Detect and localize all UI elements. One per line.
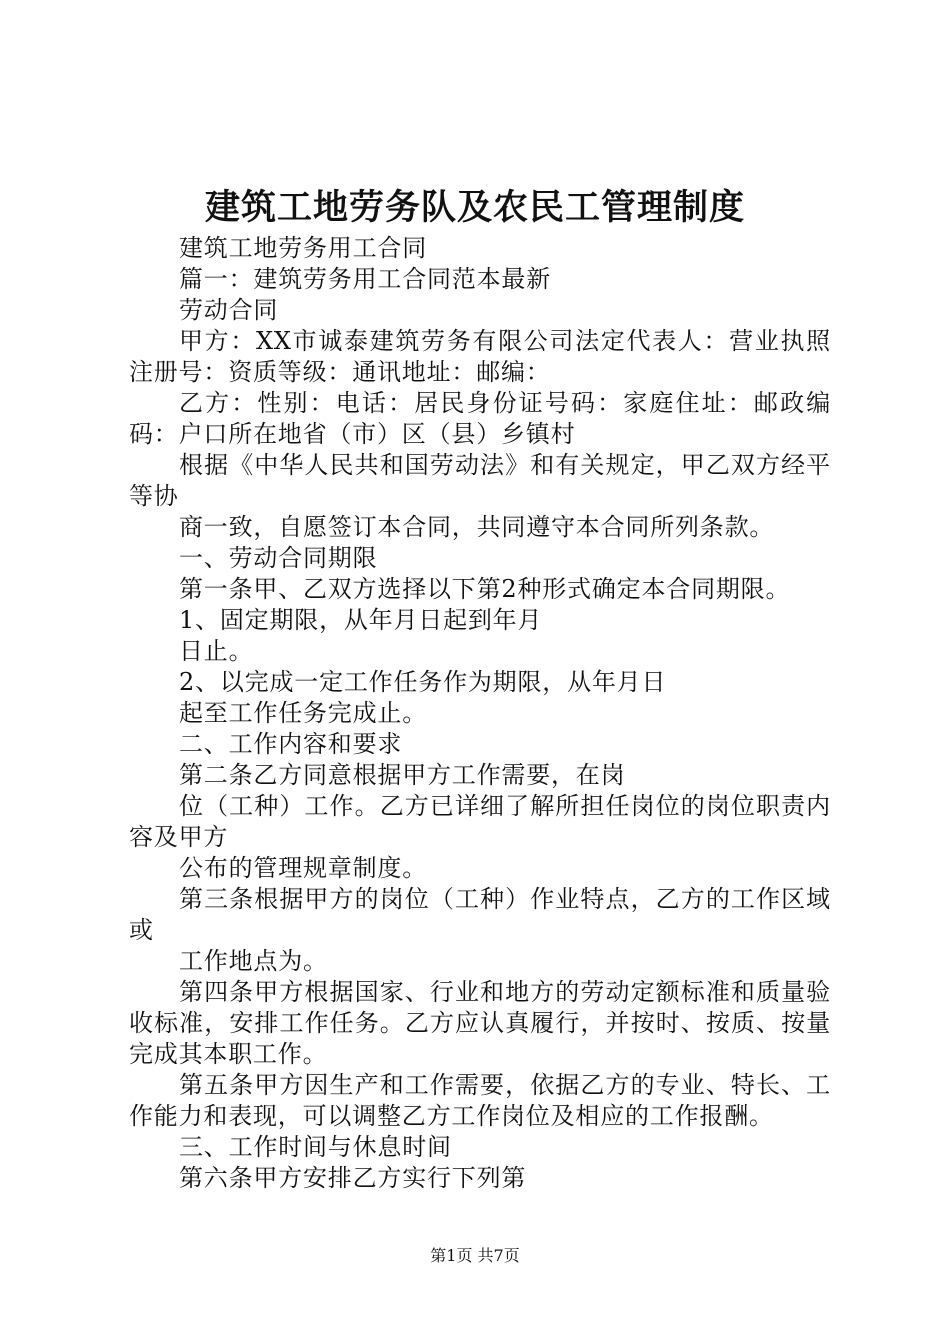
paragraph: 第二条乙方同意根据甲方工作需要，在岗 xyxy=(179,761,626,789)
paragraph: 公布的管理规章制度。 xyxy=(179,854,427,882)
paragraph: 第三条根据甲方的岗位（工种）作业特点，乙方的工作区域或 xyxy=(129,885,831,944)
paragraph: 位（工种）工作。乙方已详细了解所担任岗位的岗位职责内容及甲方 xyxy=(129,792,831,851)
document-body xyxy=(129,233,831,1194)
document-title: 建筑工地劳务队及农民工管理制度 xyxy=(204,187,745,228)
paragraph: 第四条甲方根据国家、行业和地方的劳动定额标准和质量验收标准，安排工作任务。乙方应认真履行，并按时、按质、按量完成其本职工作。 xyxy=(129,978,831,1068)
section-heading: 二、工作内容和要求 xyxy=(179,730,403,758)
paragraph: 起至工作任务完成止。 xyxy=(179,699,427,727)
paragraph: 建筑工地劳务用工合同 xyxy=(179,234,427,262)
paragraph: 篇一：建筑劳务用工合同范本最新 xyxy=(179,265,551,293)
paragraph: 2、以完成一定工作任务作为期限，从年月日 xyxy=(179,668,667,696)
paragraph: 乙方：性别：电话：居民身份证号码：家庭住址：邮政编码：户口所在地省（市）区（县）乡镇村 xyxy=(129,389,831,448)
paragraph: 第五条甲方因生产和工作需要，依据乙方的专业、特长、工作能力和表现，可以调整乙方工作岗位及相应的工作报酬。 xyxy=(129,1071,831,1130)
section-heading: 一、劳动合同期限 xyxy=(179,544,378,572)
paragraph: 第六条甲方安排乙方实行下列第 xyxy=(179,1164,527,1192)
paragraph: 甲方：XX市诚泰建筑劳务有限公司法定代表人：营业执照注册号：资质等级：通讯地址：邮编： xyxy=(129,327,831,386)
page-footer: 第1页 共7页 xyxy=(430,1246,520,1265)
paragraph: 第一条甲、乙双方选择以下第2种形式确定本合同期限。 xyxy=(179,575,791,603)
paragraph: 日止。 xyxy=(179,637,254,665)
paragraph: 劳动合同 xyxy=(179,296,279,324)
paragraph: 根据《中华人民共和国劳动法》和有关规定，甲乙双方经平等协 xyxy=(129,451,831,510)
paragraph: 工作地点为。 xyxy=(179,947,328,975)
paragraph: 1、固定期限，从年月日起到年月 xyxy=(179,606,543,634)
section-heading: 三、工作时间与休息时间 xyxy=(179,1133,452,1161)
paragraph: 商一致，自愿签订本合同，共同遵守本合同所列条款。 xyxy=(179,513,775,541)
